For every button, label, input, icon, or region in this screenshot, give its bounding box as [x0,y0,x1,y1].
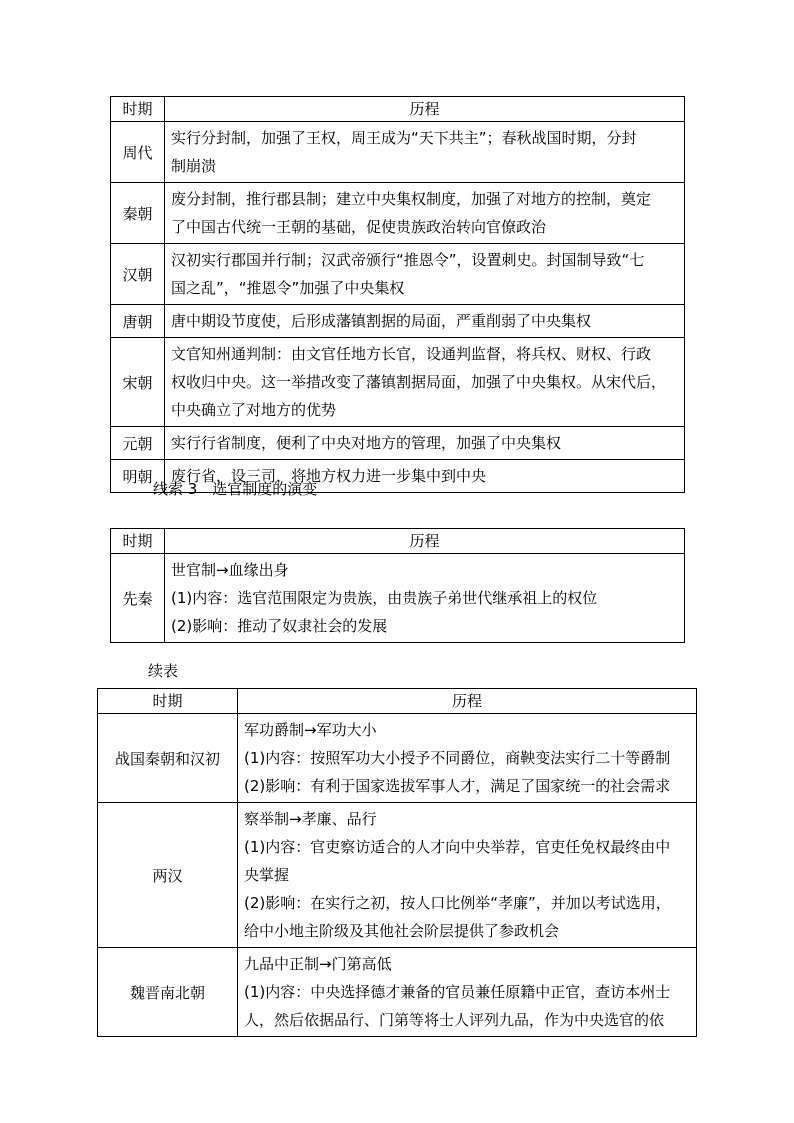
period-cell: 唐朝 [111,305,165,338]
process-line: 央掌握 [244,866,290,884]
period-cell: 明朝 [111,460,165,493]
process-line: 世官制→血缘出身 [171,561,289,579]
table-row [111,338,685,427]
process-line: 唐中期设节度使，后形成藩镇割据的局面，严重削弱了中央集权 [171,312,592,330]
process-line: (2)影响：在实行之初，按人口比例举“孝廉”，并加以考试选用， [244,894,671,912]
process-line: 中央确立了对地方的优势 [171,401,337,419]
process-cell [165,305,685,338]
process-cell [165,427,685,460]
table-header-row [111,97,685,122]
header-process: 历程 [165,529,685,554]
process-line: 废行省，设三司，将地方权力进一步集中到中央 [171,467,487,485]
table-row [98,803,697,948]
header-period: 时期 [111,97,165,122]
process-line: 九品中正制→门第高低 [244,955,392,973]
period-cell: 宋朝 [111,338,165,427]
official-selection-continued-table [97,688,697,1037]
process-line: 汉初实行郡国并行制；汉武帝颁行“推恩令”，设置刺史。封国制导致“七 [171,251,645,269]
process-line: 军功爵制→军功大小 [244,721,377,739]
table-row [111,183,685,244]
process-line: 文官知州通判制：由文官任地方长官，设通判监督，将兵权、财权、行政 [171,345,652,363]
process-cell [238,948,697,1037]
process-line: 废分封制，推行郡县制；建立中央集权制度，加强了对地方的控制，奠定 [171,190,652,208]
process-line: 人，然后依据品行、门第等将士人评列九品，作为中央选官的依 [244,1011,665,1029]
process-line: 察举制→孝廉、品行 [244,810,377,828]
process-line: 国之乱”，“推恩令”加强了中央集权 [171,279,405,297]
period-cell: 先秦 [111,554,165,643]
process-line: 给中小地主阶级及其他社会阶层提供了参政机会 [244,922,560,940]
process-line: 制崩溃 [171,157,217,175]
process-line: 权收归中央。这一举措改变了藩镇割据局面，加强了中央集权。从宋代后， [171,373,667,391]
process-cell [238,714,697,803]
process-line: (1)内容：选官范围限定为贵族，由贵族子弟世代继承祖上的权位 [171,589,598,607]
period-cell: 汉朝 [111,244,165,305]
process-cell [238,803,697,948]
process-cell [165,122,685,183]
process-line: 实行行省制度，便利了中央对地方的管理，加强了中央集权 [171,434,562,452]
period-cell: 周代 [111,122,165,183]
process-line: 了中国古代统一王朝的基础，促使贵族政治转向官僚政治 [171,218,547,236]
table-row [111,427,685,460]
period-cell: 元朝 [111,427,165,460]
local-system-table [110,96,685,493]
process-cell [165,244,685,305]
table-row [98,948,697,1037]
table-row [111,554,685,643]
process-line: (2)影响：推动了奴隶社会的发展 [171,617,388,635]
table-row [111,122,685,183]
process-cell [165,183,685,244]
header-period: 时期 [98,689,238,714]
header-process: 历程 [238,689,697,714]
process-line: (1)内容：官吏察访适合的人才向中央举荐，官吏任免权最终由中 [244,838,671,856]
header-period: 时期 [111,529,165,554]
period-cell: 战国秦朝和汉初 [98,714,238,803]
process-cell [165,554,685,643]
official-selection-table [110,528,685,643]
table-row [111,305,685,338]
table-row [111,244,685,305]
header-process: 历程 [165,97,685,122]
process-line: (2)影响：有利于国家选拔军事人才，满足了国家统一的社会需求 [244,777,671,795]
process-line: (1)内容：按照军功大小授予不同爵位，商鞅变法实行二十等爵制 [244,749,671,767]
section-heading: 线索 3 选官制度的演变 [153,480,318,498]
table-row [98,714,697,803]
table-header-row [111,529,685,554]
process-cell [165,338,685,427]
process-line: (1)内容：中央选择德才兼备的官员兼任原籍中正官，查访本州士 [244,983,671,1001]
process-line: 实行分封制，加强了王权，周王成为“天下共主”；春秋战国时期，分封 [171,129,637,147]
period-cell: 秦朝 [111,183,165,244]
continued-label: 续表 [148,662,179,680]
period-cell: 魏晋南北朝 [98,948,238,1037]
table-header-row [98,689,697,714]
period-cell: 两汉 [98,803,238,948]
